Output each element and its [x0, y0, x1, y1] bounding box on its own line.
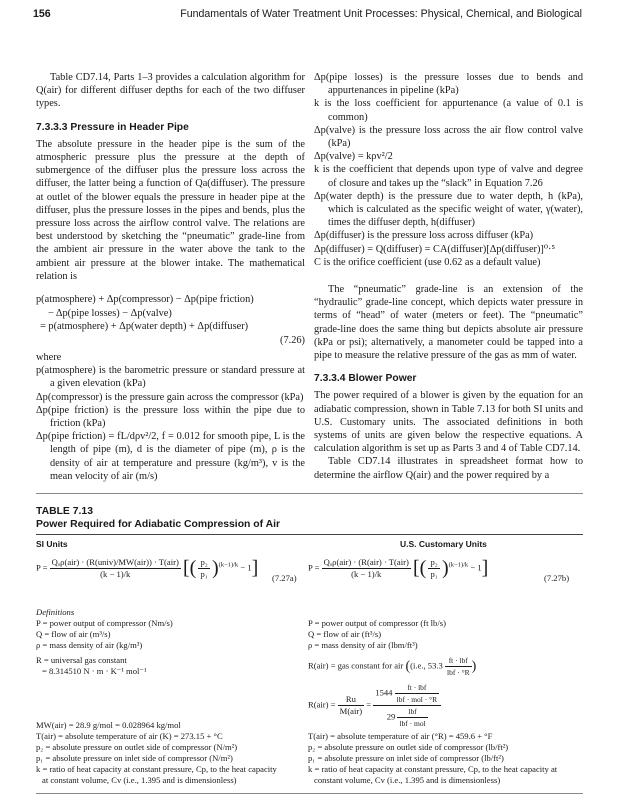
- definition-item: p(atmosphere) is the barometric pressure or standard pressure at a given elevation (kPa): [36, 365, 305, 390]
- right-column: [314, 71, 583, 482]
- bracket-end: ]: [251, 557, 259, 579]
- where-label: where: [36, 352, 62, 364]
- bracket-close: ): [211, 557, 219, 579]
- si-def: ρ = mass density of air (kg/m³): [36, 640, 143, 650]
- us-equation: [308, 557, 488, 580]
- ratio-top: p₂: [200, 557, 208, 567]
- us-def: Q = flow of air (ft³/s): [308, 629, 382, 639]
- si-def: k = ratio of heat capacity at constant pressure, Cp, to the heat capacity: [36, 764, 277, 774]
- si-definitions: [36, 607, 298, 677]
- us-equation-number: (7.27b): [544, 573, 570, 583]
- table-body: [36, 535, 583, 793]
- unit-num: ft · lbf: [395, 682, 440, 694]
- us-def: p₂ = absolute pressure on outlet side of compressor (lb/ft²): [308, 742, 509, 752]
- definition-item: k is the coefficient that depends upon type of valve and degree of closure and takes up the “slack” in Equation 7.26: [314, 164, 583, 189]
- definition-item: Δp(valve) is the pressure loss across the air flow control valve (kPa): [314, 124, 583, 150]
- running-title: Fundamentals of Water Treatment Unit Processes: Physical, Chemical, and Biological: [180, 8, 582, 20]
- paren: (: [405, 659, 411, 674]
- equation-line-2: − Δp(pipe losses) − Δp(valve): [48, 307, 172, 319]
- definition-item: Δp(pipe losses) is the pressure losses due to bends and appurtenances in pipeline (kPa): [314, 72, 583, 97]
- spreadsheet-paragraph: Table CD7.14 illustrates in spreadsheet format how to determine the airflow Q(air) and the power required by a: [314, 456, 583, 481]
- definitions-label: Definitions: [36, 607, 75, 617]
- si-equation: [36, 557, 258, 580]
- si-definitions-2: [36, 720, 306, 786]
- table-title: Power Required for Adiabatic Compression of Air: [36, 519, 281, 530]
- minus-one: − 1: [240, 562, 252, 573]
- definition-item: Δp(diffuser) = Q(diffuser) = CA(diffuser)[Δp(diffuser)]⁰·⁵: [314, 243, 556, 255]
- us-units-heading: U.S. Customary Units: [400, 539, 487, 549]
- us-equation-fraction: [322, 557, 411, 580]
- unit-num: lbf: [397, 706, 427, 718]
- unit-den: lbf · mol · °R: [396, 695, 438, 704]
- unit-frac: [395, 682, 440, 705]
- si-fraction-denominator: (k − 1)/k: [100, 569, 131, 579]
- us-def: R(air) = gas constant for air: [308, 660, 404, 671]
- equation-line-1: p(atmosphere) + Δp(compressor) − Δp(pipe friction): [36, 294, 254, 306]
- si-units-heading: SI Units: [36, 539, 68, 549]
- pneumatic-paragraph: The “pneumatic” grade-line is an extension of the “hydraulic” grade-line concept, which depicts water pressure in terms of “head” of water (meters or feet). The “pneumatic” grade-line does the same thing but depicts absolute air pressure (kPa or psi); alternatively, a manometer could be tapped into a pipe to measure the relative pressure of the gas as mm of water.: [314, 284, 583, 362]
- table-label: TABLE 7.13: [36, 506, 93, 517]
- table-7-13: [36, 493, 583, 794]
- definition-item: k is the loss coefficient for appurtenance (a value of 0.1 is common): [314, 98, 583, 123]
- si-def: P = power output of compressor (Nm/s): [36, 618, 173, 628]
- definition-item: Δp(diffuser) is the pressure loss across diffuser (kPa): [314, 230, 534, 242]
- left-column: [36, 71, 305, 483]
- us-def: ρ = mass density of air (lbm/ft³): [308, 640, 418, 650]
- ratio-exponent: (k−1)/k: [448, 561, 469, 569]
- definition-item: Δp(pipe friction) is the pressure loss within the pipe due to friction (kPa): [36, 404, 305, 430]
- bracket-close: ): [441, 557, 449, 579]
- us-gas-constant: [308, 655, 580, 678]
- intro-paragraph: Table CD7.14, Parts 1–3 provides a calculation algorithm for Q(air) for different diffuser depths for each of the two diffuser types.: [36, 72, 305, 110]
- header-pipe-paragraph: The absolute pressure in the header pipe is the sum of the atmospheric pressure plus the pressure at the depth of submergence of the diffuser plus the pressure loss across the diffuser, the latter being a function of Qa(diffuser). The pressure at outlet of the blower equals the pressure in header pipe at the diffuser, plus the pressure losses in the pipes and bends, plus the pressure loss across the airflow control valve. The relations are best understood by sketching the “pneumatic” grade-line from the ambient air pressure in the water above the tank to the ambient air pressure at the blower intake. The mathematical relation is: [36, 138, 305, 282]
- si-def: T(air) = absolute temperature of air (K) = 273.15 + °C: [36, 731, 223, 741]
- si-def: R = universal gas constant: [36, 655, 127, 665]
- us-def: R(air) =: [308, 699, 336, 710]
- definition-item: Δp(pipe friction) = fL/dρv²/2, f = 0.012 for smooth pipe, L is the length of pipe (m), d is the diameter of pipe (m), ρ is the density of air at temperature and pressure (kg/m³), v is the mean velocity of air (m/s): [36, 431, 305, 482]
- unit-den: lbf · mol: [399, 719, 426, 728]
- us-gas-unit-fraction: [445, 655, 472, 678]
- table-bottom-rule: [36, 793, 583, 794]
- ratio-bottom: p₁: [430, 569, 438, 579]
- ratio-bottom: p₁: [200, 569, 208, 579]
- equation-line-3: = p(atmosphere) + Δp(water depth) + Δp(diffuser): [40, 321, 249, 333]
- ratio-exponent: (k−1)/k: [218, 561, 239, 569]
- unit-frac: [397, 706, 427, 729]
- si-def: at constant volume, Cv (i.e., 1.395 and is dimensionless): [42, 775, 237, 785]
- section-heading-7-3-3-4: 7.3.3.4 Blower Power: [314, 373, 417, 385]
- ratio-top: p₂: [430, 557, 438, 567]
- us-fraction-numerator: Qₐρ(air) · (R(air) · T(air): [323, 557, 409, 567]
- unit-num: ft · lbf: [445, 655, 472, 667]
- paren: ): [471, 659, 477, 674]
- numeric-denominator: [373, 706, 441, 729]
- si-def: = 8.314510 N · m · K⁻¹ mol⁻¹: [42, 666, 147, 676]
- us-equation-lhs: P =: [308, 562, 320, 573]
- ru-over-mair: [338, 694, 364, 717]
- numeric-fraction: [373, 682, 441, 729]
- equation-number: (7.26): [280, 334, 305, 346]
- si-pressure-ratio: [198, 557, 209, 580]
- us-fraction-denominator: (k − 1)/k: [351, 569, 382, 579]
- bracket-open: [(: [413, 557, 427, 579]
- page-number: 156: [33, 8, 51, 20]
- mair: M(air): [339, 706, 363, 716]
- definition-item: Δp(compressor) is the pressure gain across the compressor (kPa): [36, 391, 304, 403]
- us-def: constant volume, Cv (i.e., 1.395 and is dimensionless): [314, 775, 501, 785]
- si-equation-number: (7.27a): [272, 573, 297, 583]
- table-top-rule: [36, 493, 583, 494]
- us-rair-formula: R(air) = $\frac{Ru}{\text{M(air)}}$ = 1544 $\frac{\text{ft · lbf}}{\text{lbf · mol · °R}}$ 29 $\frac{\text{lbf}}{\text{lbf · mol}}$: [308, 682, 580, 729]
- value-1544: 1544: [375, 687, 393, 698]
- si-equation-fraction: [50, 557, 181, 580]
- us-pressure-ratio: [428, 557, 439, 580]
- si-def: p₁ = absolute pressure on inlet side of compressor (N/m²): [36, 753, 233, 763]
- si-def: MW(air) = 28.9 g/mol = 0.028964 kg/mol: [36, 720, 181, 730]
- minus-one: − 1: [470, 562, 482, 573]
- us-def: T(air) = absolute temperature of air (°R) = 459.6 + °F: [308, 731, 493, 741]
- si-def: p₂ = absolute pressure on outlet side of compressor (N/m²): [36, 742, 238, 752]
- us-def: p₁ = absolute pressure on inlet side of compressor (lb/ft²): [308, 753, 504, 763]
- equation-7-26: [36, 293, 305, 347]
- us-def: P = power output of compressor (ft lb/s): [308, 618, 446, 628]
- definition-item: Δp(valve) = kρv²/2: [314, 151, 393, 163]
- running-header: [33, 6, 582, 24]
- blower-power-paragraph: The power required of a blower is given by the equation for an adiabatic compression, shown in Table 7.13 for both SI units and U.S. Customary units. The associated definitions in both systems of units are given below the respective equations. A calculation algorithm is set up as Parts 3 and 4 of Table CD7.14.: [314, 390, 583, 455]
- numeric-numerator: [373, 682, 441, 706]
- us-definitions: [308, 618, 580, 729]
- unit-den: lbf · °R: [446, 668, 470, 677]
- value-29: 29: [386, 711, 396, 722]
- si-def: Q = flow of air (m³/s): [36, 629, 111, 639]
- us-def: (i.e., 53.3: [410, 660, 443, 671]
- si-fraction-numerator: Qₐρ(air) · (R(univ)/MW(air)) · T(air): [51, 557, 179, 567]
- si-equation-lhs: P =: [36, 562, 48, 573]
- definition-item: C is the orifice coefficient (use 0.62 as a default value): [314, 256, 541, 268]
- us-definitions-2: [308, 731, 583, 786]
- ru: Ru: [338, 694, 364, 706]
- definition-item: Δp(water depth) is the pressure due to water depth, h (kPa), which is calculated as the specific weight of water, γ(water), times the diffuser depth, h(diffuser): [314, 190, 583, 229]
- us-def: k = ratio of heat capacity at constant pressure, Cp, to the heat capacity at: [308, 764, 558, 774]
- bracket-open: [(: [183, 557, 197, 579]
- bracket-end: ]: [481, 557, 489, 579]
- section-heading-7-3-3-3: 7.3.3.3 Pressure in Header Pipe: [36, 121, 189, 133]
